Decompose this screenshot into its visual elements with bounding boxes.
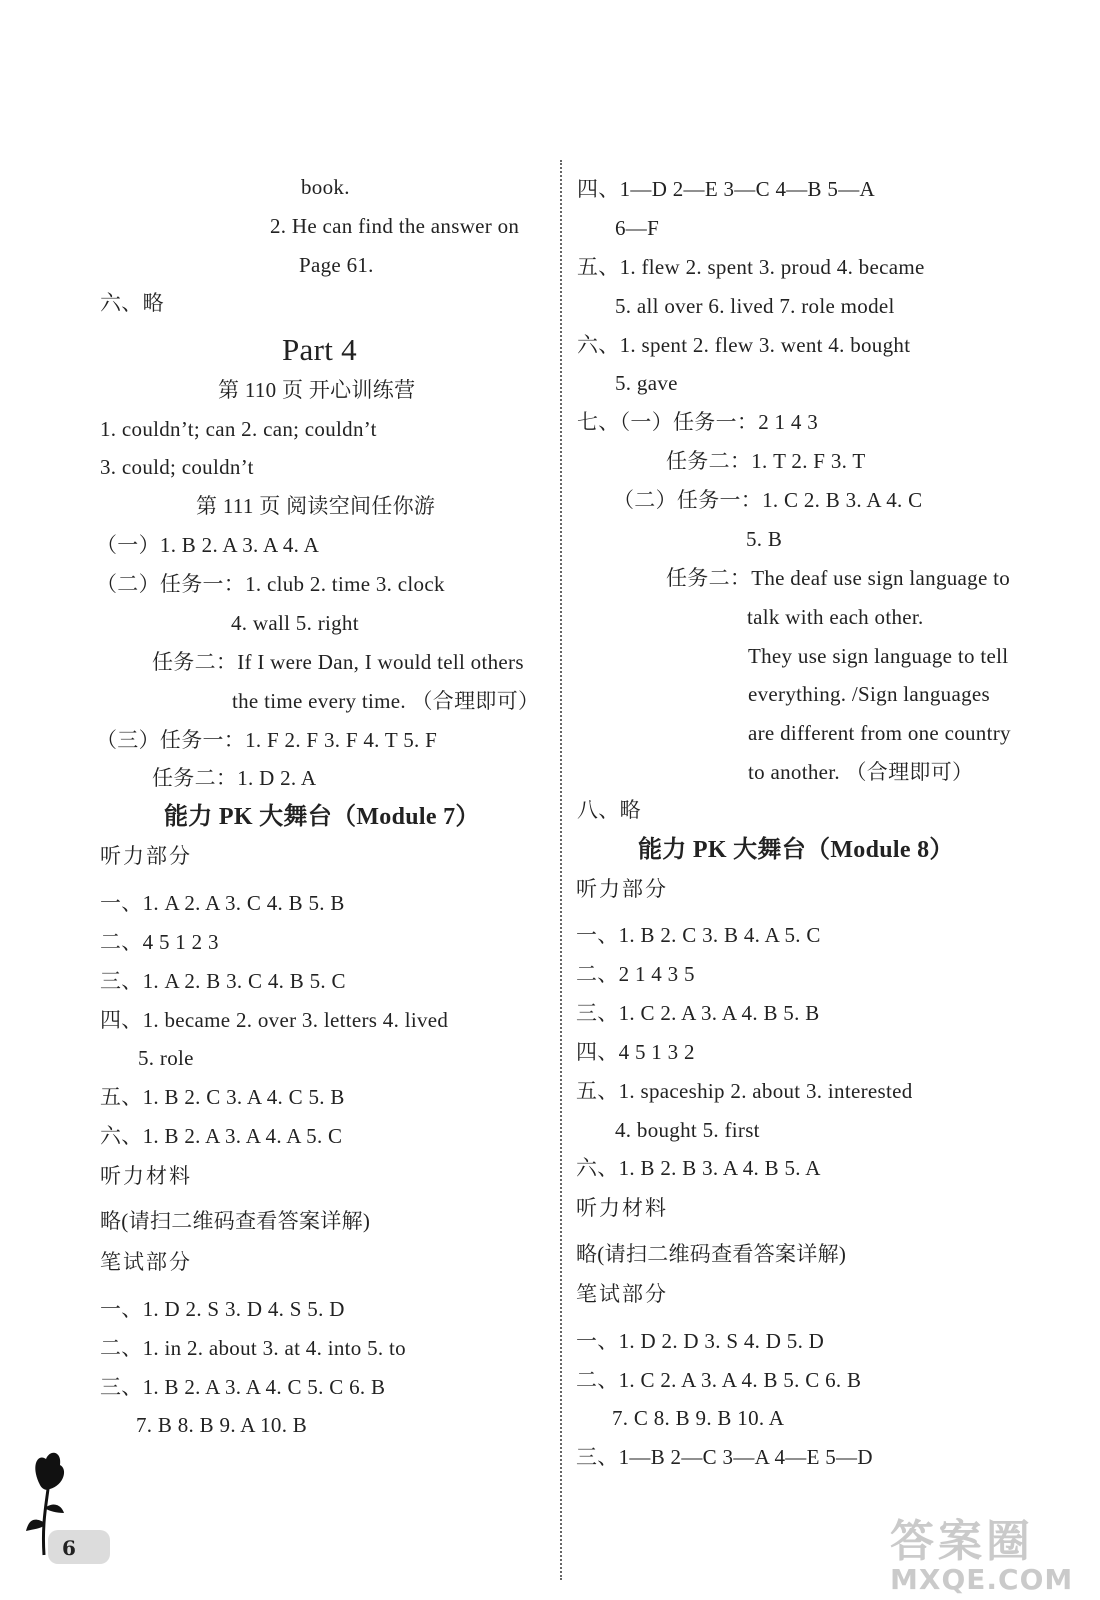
- answer-line: （二）任务一：1. club 2. time 3. clock: [96, 572, 445, 596]
- answer-line: 六、1. spent 2. flew 3. went 4. bought: [577, 333, 911, 357]
- answer-line: 四、1. became 2. over 3. letters 4. lived: [100, 1008, 449, 1032]
- answer-line: 六、略: [100, 291, 164, 315]
- answer-line: 五、1. spaceship 2. about 3. interested: [576, 1079, 913, 1103]
- page-number: 6: [62, 1536, 76, 1560]
- section-heading: 听力部分: [100, 844, 192, 868]
- module-heading: 能力 PK 大舞台（Module 7）: [164, 804, 480, 830]
- answer-line: 八、略: [577, 798, 641, 822]
- answer-line: 四、1—D 2—E 3—C 4—B 5—A: [577, 177, 875, 201]
- answer-line: 3. could; couldn’t: [100, 455, 254, 479]
- answer-line: 4. bought 5. first: [615, 1118, 760, 1142]
- answer-line: 二、1. C 2. A 3. A 4. B 5. C 6. B: [576, 1368, 862, 1392]
- watermark: [890, 1505, 1073, 1596]
- page-heading: 第 111 页 阅读空间任你游: [196, 494, 436, 518]
- answer-line: 一、1. D 2. S 3. D 4. S 5. D: [100, 1297, 345, 1321]
- answer-line: 六、1. B 2. B 3. A 4. B 5. A: [576, 1156, 821, 1180]
- answer-line: 4. wall 5. right: [231, 611, 359, 635]
- answer-line: 六、1. B 2. A 3. A 4. A 5. C: [100, 1124, 343, 1148]
- answer-line: 5. role: [138, 1046, 194, 1070]
- answer-line: 7. B 8. B 9. A 10. B: [136, 1413, 308, 1437]
- section-heading: 听力材料: [576, 1196, 668, 1220]
- answer-line: 二、1. in 2. about 3. at 4. into 5. to: [100, 1336, 406, 1360]
- answer-line: 二、2 1 4 3 5: [576, 962, 695, 986]
- answer-line: to another. （合理即可）: [748, 760, 974, 784]
- answer-line: 三、1—B 2—C 3—A 4—E 5—D: [576, 1445, 873, 1469]
- answer-line: 略(请扫二维码查看答案详解): [576, 1242, 847, 1266]
- answer-line: 7. C 8. B 9. B 10. A: [612, 1406, 785, 1430]
- page-number-badge: [48, 1530, 110, 1564]
- module-heading: 能力 PK 大舞台（Module 8）: [638, 837, 954, 863]
- answer-line: 二、4 5 1 2 3: [100, 930, 219, 954]
- answer-line: 1. couldn’t; can 2. can; couldn’t: [100, 417, 377, 441]
- answer-line: 三、1. B 2. A 3. A 4. C 5. C 6. B: [100, 1375, 386, 1399]
- answer-line: 七、（一）任务一：2 1 4 3: [577, 410, 819, 434]
- watermark-url: MXQE.COM: [890, 1563, 1074, 1596]
- section-heading: 笔试部分: [100, 1250, 192, 1274]
- answer-line: 5. B: [746, 527, 783, 551]
- answer-line: （三）任务一：1. F 2. F 3. F 4. T 5. F: [96, 728, 438, 752]
- answer-line: talk with each other.: [747, 605, 924, 629]
- answer-line: 任务二：The deaf use sign language to: [666, 566, 1011, 590]
- watermark-logo-text: 答案圈: [890, 1516, 1034, 1567]
- answer-line: are different from one country: [748, 721, 1011, 745]
- answer-line: They use sign language to tell: [748, 644, 1009, 668]
- answer-line: 一、1. D 2. D 3. S 4. D 5. D: [576, 1329, 825, 1353]
- section-heading: 听力材料: [100, 1164, 192, 1188]
- section-heading: 听力部分: [576, 877, 668, 901]
- page-heading: 第 110 页 开心训练营: [218, 378, 416, 402]
- column-divider: [560, 160, 562, 1580]
- answer-line: 任务二：1. D 2. A: [152, 766, 317, 790]
- answer-line: 5. gave: [615, 371, 678, 395]
- answer-line: 一、1. B 2. C 3. B 4. A 5. C: [576, 923, 821, 947]
- answer-line: 略(请扫二维码查看答案详解): [100, 1209, 371, 1233]
- answer-line: 5. all over 6. lived 7. role model: [615, 294, 895, 318]
- answer-line: （二）任务一：1. C 2. B 3. A 4. C: [613, 488, 923, 512]
- answer-line: 三、1. A 2. B 3. C 4. B 5. C: [100, 969, 346, 993]
- answer-line: 任务二：If I were Dan, I would tell others: [152, 650, 524, 674]
- answer-line: 五、1. flew 2. spent 3. proud 4. became: [577, 255, 925, 279]
- part-title: Part 4: [282, 332, 357, 367]
- answer-line: book.: [301, 175, 350, 199]
- answer-line: 三、1. C 2. A 3. A 4. B 5. B: [576, 1001, 820, 1025]
- answer-line: 五、1. B 2. C 3. A 4. C 5. B: [100, 1085, 345, 1109]
- answer-line: 2. He can find the answer on: [270, 214, 520, 238]
- answer-line: Page 61.: [299, 253, 374, 277]
- answer-line: 四、4 5 1 3 2: [576, 1040, 695, 1064]
- answer-line: the time every time. （合理即可）: [232, 689, 540, 713]
- answer-line: 一、1. A 2. A 3. C 4. B 5. B: [100, 891, 345, 915]
- answer-line: 6—F: [615, 216, 660, 240]
- section-heading: 笔试部分: [576, 1282, 668, 1306]
- answer-line: 任务二：1. T 2. F 3. T: [666, 449, 866, 473]
- answer-line: everything. /Sign languages: [748, 682, 990, 706]
- answer-line: （一）1. B 2. A 3. A 4. A: [96, 533, 320, 557]
